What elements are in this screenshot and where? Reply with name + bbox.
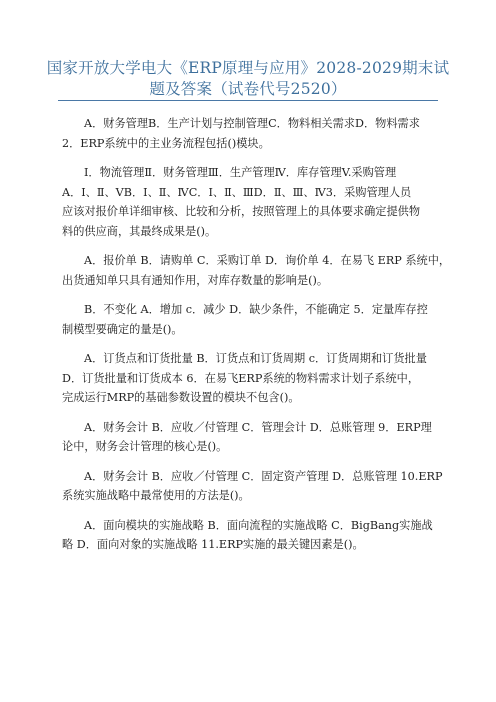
paragraph [62,516,454,555]
text-line: A．财务会计 B．应收／付管理 C．管理会计 D．总账管理 9．ERP理 [84,420,432,434]
text-line: 应该对报价单详细审核、比较和分析，按照管理上的具体要求确定提供物 [62,205,421,218]
text-line: A．面向模块的实施战略 B．面向流程的实施战略 C．BigBang实施战 [84,518,433,532]
document-body [62,114,454,565]
text-line: A．报价单 B．请购单 C．采购订单 D．询价单 4．在易飞 ERP 系统中， [84,254,451,267]
paragraph [62,349,454,408]
paragraph [62,163,454,241]
title-divider [58,100,438,101]
text-line: 制模型要确定的量是()。 [62,322,183,336]
text-line: 略 D．面向对象的实施战略 11.ERP实施的最关键因素是()。 [62,538,364,551]
text-line: A．I、Ⅱ、VB．I、Ⅱ、ⅣC．I、Ⅱ、ⅢD．Ⅱ、Ⅲ、Ⅳ3．采购管理人员 [62,185,412,199]
title-line-2: 题及答案（试卷代号2520） [149,80,347,98]
text-line: 系统实施战略中最常使用的方法是()。 [62,489,250,502]
text-line: 论中，财务会计管理的核心是()。 [62,440,228,453]
text-line: 2．ERP系统中的主业务流程包括()模块。 [62,136,270,150]
document-title [40,58,456,100]
text-line: 出货通知单只具有通知作用，对库存数量的影响是()。 [62,273,329,287]
text-line: D．订货批量和订货成本 6．在易飞ERP系统的物料需求计划子系统中， [62,371,420,385]
paragraph [62,251,454,290]
paragraph [62,300,454,339]
text-line: A．订货点和订货批量 B．订货点和订货周期 c．订货周期和订货批量 [84,352,427,365]
text-line: 料的供应商，其最终成果是()。 [62,224,217,238]
paragraph [62,418,454,457]
text-line: A．财务会计 B．应收／付管理 C．固定资产管理 D．总账管理 10.ERP [84,469,443,483]
text-line: B．不变化 A．增加 c．减少 D．缺少条件，不能确定 5．定量库存控 [84,303,428,316]
title-line-1: 国家开放大学电大《ERP原理与应用》2028-2029期末试 [46,59,450,77]
paragraph [62,467,454,506]
text-line: 完成运行MRP的基础参数设置的模块不包含()。 [62,391,300,404]
text-line: A．财务管理B．生产计划与控制管理C．物料相关需求D．物料需求 [84,117,420,130]
text-line: I．物流管理Ⅱ．财务管理Ⅲ．生产管理Ⅳ．库存管理V.采购管理 [84,166,397,179]
paragraph [62,114,454,153]
